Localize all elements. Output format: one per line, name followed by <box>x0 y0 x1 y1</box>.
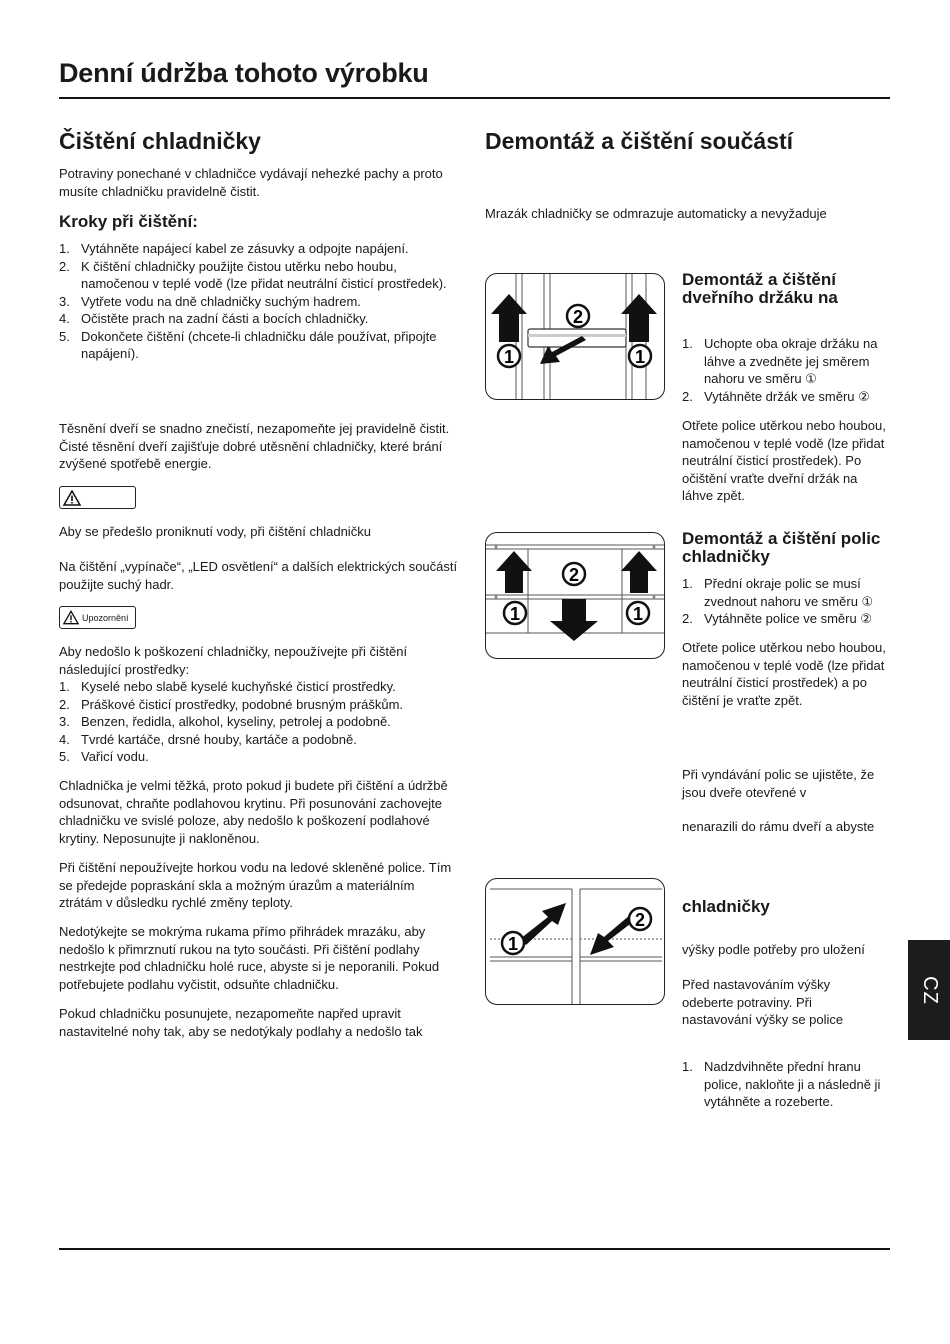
heavy-text: Chladnička je velmi těžká, proto pokud ji budete při čištění a údržbě odsunovat, chraňte podlahovou krytinu. Při posunování zachovejte chladničku ve svislé poloze, aby nedošlo k poškození podlahové krytiny. Neposunujte ji nakloněnou. <box>59 778 448 846</box>
cleaning-steps <box>59 240 459 363</box>
disassembly-heading: Demontáž a čištění součástí <box>485 128 794 154</box>
door-holder-figure <box>485 273 665 400</box>
shelf-steps <box>682 575 890 628</box>
list-item: 4. Tvrdé kartáče, drsné houby, kartáče a podobně. <box>59 731 357 747</box>
cleaning-heading: Čištění chladničky <box>59 128 261 154</box>
list-item: 5. Dokončete čištění (chcete-li chladničku dále používat, připojte napájení). <box>59 328 437 361</box>
wet-hands-text: Nedotýkejte se mokrýma rukama přímo přihrádek mrazáku, aby nedošlo k přimrznutí rukou na tyto součásti. Při čištění podlahy nestrkejte pod chladničku holé ruce, abyste si je neporanili. Pokud potřebujete podlahu vyčistit, odsuňte chladničku. <box>59 924 440 992</box>
shelf-wipe-text: Otřete police utěrkou nebo houbou, namočenou v teplé vodě (lze přidat neutrální čisticí prostředek) a po čištění je vraťte zpět. <box>682 640 886 708</box>
footer-rule <box>59 1248 890 1250</box>
label-2: 2 <box>568 565 580 585</box>
list-item: 1. Přední okraje polic se musí zvednout nahoru ve směru ① <box>682 576 874 609</box>
steps-heading: Kroky při čištění: <box>59 212 198 231</box>
list-item: 2. Práškové čisticí prostředky, podobné brusným práškům. <box>59 696 404 712</box>
freezer-text: Mrazák chladničky se odmrazuje automaticky a nevyžaduje <box>485 206 827 221</box>
label-1: 1 <box>509 604 521 624</box>
label-1: 1 <box>503 347 515 367</box>
caution-badge <box>59 606 136 629</box>
label-1: 1 <box>632 604 644 624</box>
language-code: CZ <box>918 975 941 1005</box>
avoid-intro: Aby nedošlo k poškození chladničky, nepoužívejte při čištění následující prostředky: <box>59 644 408 677</box>
list-item: 1. Nadzdvihněte přední hranu police, nakloňte ji a následně ji vytáhněte a rozeberte. <box>682 1059 881 1109</box>
list-item: 3. Benzen, ředidla, alkohol, kyseliny, petrolej a podobně. <box>59 714 391 729</box>
warning-icon <box>63 490 81 506</box>
feet-text: Pokud chladničku posunujete, nezapomeňte napřed upravit nastavitelné nohy tak, aby se nedotýkaly podlahy a nedošlo tak <box>59 1006 423 1039</box>
glass-text: Při čištění nepoužívejte horkou vodu na ledové skleněné police. Tím se předejde popraskání skla a možným úrazům a materiálním ztrátám v důsledku rychlé změny teploty. <box>59 860 452 910</box>
shelf-note: Při vyndávání polic se ujistěte, že jsou dveře otevřené v <box>682 767 875 800</box>
label-2: 2 <box>634 910 646 930</box>
adjust-heading: chladničky <box>682 897 770 916</box>
avoid-list <box>59 678 459 766</box>
language-tab <box>908 940 950 1040</box>
holder-wipe-text: Otřete police utěrkou nebo houbou, namočenou v teplé vodě (lze přidat neutrální čisticí prostředek). Po očištění vraťte dveřní držák na láhve zpět. <box>682 418 886 503</box>
list-item: 1. Vytáhněte napájecí kabel ze zásuvky a odpojte napájení. <box>59 241 409 256</box>
list-item: 2. K čištění chladničky použijte čistou utěrku nebo houbu, namočenou v teplé vodě (lze přidat neutrální čisticí prostředek). <box>59 258 447 291</box>
electrical-text: Na čištění „vypínače“, „LED osvětlení“ a dalších elektrických součástí použijte suchý hadr. <box>59 559 458 592</box>
caution-label: Upozornění <box>82 612 129 623</box>
shelf-note-2: nenarazili do rámu dveří a abyste <box>682 819 875 834</box>
label-1: 1 <box>634 347 646 367</box>
warning-box <box>59 486 136 509</box>
list-item: 1. Kyselé nebo slabě kyselé kuchyňské čisticí prostředky. <box>59 679 396 694</box>
adjust-steps <box>682 1058 892 1111</box>
adjust-figure <box>485 878 665 1005</box>
title-rule <box>59 97 890 99</box>
holder-steps <box>682 335 890 405</box>
gasket-text: Těsnění dveří se snadno znečistí, nezapomeňte jej pravidelně čistit. Čisté těsnění dveří zajišťuje dobré utěsnění chladničky, které brání zvýšené spotřebě energie. <box>59 421 450 471</box>
list-item: 2. Vytáhněte držák ve směru ② <box>682 388 870 404</box>
shelf-figure <box>485 532 665 659</box>
list-item: 1. Uchopte oba okraje držáku na láhve a zvedněte jej směrem nahoru ve směru ① <box>682 336 878 386</box>
adjust-text-1: výšky podle potřeby pro uložení <box>682 942 865 957</box>
list-item: 2. Vytáhněte police ve směru ② <box>682 611 872 626</box>
adjust-text-2: Před nastavováním výšky odeberte potraviny. Při nastavování výšky se police <box>682 977 844 1027</box>
label-1: 1 <box>507 934 519 954</box>
list-item: 4. Očistěte prach na zadní části a bocích chladničky. <box>59 311 369 326</box>
cleaning-intro: Potraviny ponechané v chladničce vydávají nehezké pachy a proto musíte chladničku pravidelně čistit. <box>59 166 443 199</box>
warning-icon <box>63 610 79 625</box>
page-title: Denní údržba tohoto výrobku <box>59 58 429 88</box>
list-item: 5. Vařicí vodu. <box>59 749 149 764</box>
holder-heading: Demontáž a čištění dveřního držáku na <box>682 270 838 307</box>
shelf-heading: Demontáž a čištění polic chladničky <box>682 529 881 566</box>
water-warning-text: Aby se předešlo proniknutí vody, při čištění chladničku <box>59 524 371 539</box>
label-2: 2 <box>572 307 584 327</box>
list-item: 3. Vytřete vodu na dně chladničky suchým hadrem. <box>59 293 361 309</box>
